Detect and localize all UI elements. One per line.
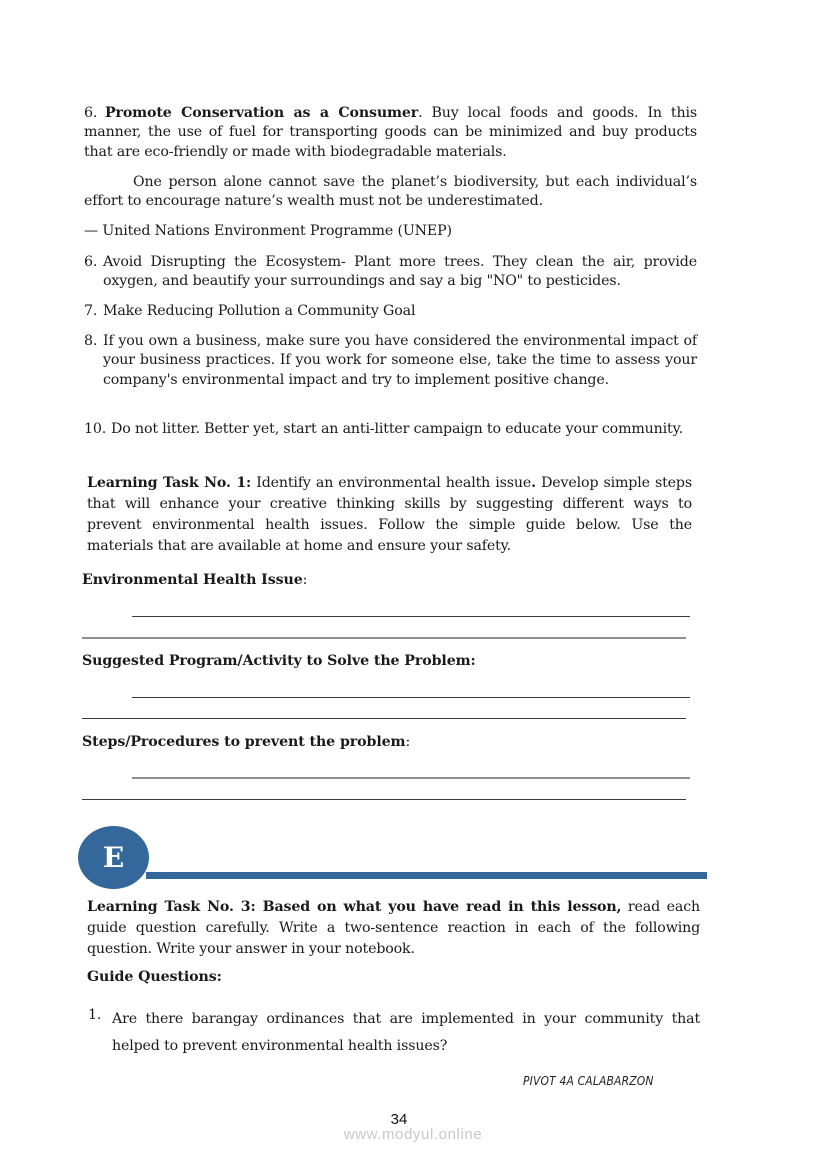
learning-task-3: Learning Task No. 3: Based on what you have read in this lesson, read each guide question carefully. Write a two-sentence reaction in each of the following question. Write your answer in your notebook.	[87, 899, 700, 957]
list-text: Do not litter. Better yet, start an anti-litter campaign to educate your community.	[111, 421, 683, 437]
answer-line[interactable]	[82, 718, 686, 719]
field-label-environmental-health-issue: Environmental Health Issue:	[82, 572, 308, 588]
guide-question	[88, 1006, 700, 1060]
list-text: Avoid Disrupting the Ecosystem- Plant more trees. They clean the air, provide oxygen, and beautify your surroundings and say a big "NO" to pesticides.	[103, 254, 697, 290]
list-number: 6.	[84, 105, 98, 121]
list-number: 6.	[84, 254, 98, 270]
item-bold-title: Promote Conservation as a Consumer	[105, 105, 419, 121]
answer-line[interactable]	[132, 697, 690, 698]
question-text: Are there barangay ordinances that are implemented in your community that helped to prevent environmental health issues?	[112, 1011, 700, 1054]
list-item	[84, 253, 697, 292]
watermark-link: www.modyul.online	[343, 1126, 483, 1143]
answer-line[interactable]	[132, 777, 690, 779]
list-item	[84, 332, 697, 390]
list-item	[84, 420, 697, 439]
section-letter: E	[102, 841, 125, 874]
list-item	[84, 302, 697, 321]
list-number: 10.	[84, 421, 107, 437]
section-divider-line	[146, 872, 707, 879]
field-label-steps-procedures: Steps/Procedures to prevent the problem:	[82, 734, 411, 750]
quote-attribution: — United Nations Environment Programme (UNEP)	[84, 223, 452, 239]
item-text: . Buy local foods and goods. In this manner, the use of fuel for transporting goods can be minimized and buy products that are eco-friendly or made with biodegradable materials.	[84, 105, 697, 160]
question-number: 1.	[88, 1007, 102, 1023]
guide-questions-heading: Guide Questions:	[87, 969, 222, 985]
list-text: Make Reducing Pollution a Community Goal	[103, 303, 416, 319]
answer-line[interactable]	[82, 799, 686, 800]
quote-text: One person alone cannot save the planet’s biodiversity, but each individual’s effort to encourage nature’s wealth must not be underestimated.	[84, 174, 697, 210]
task-label: Learning Task No. 1:	[87, 475, 252, 491]
task-label: Learning Task No. 3: Based on what you have read in this lesson,	[87, 899, 622, 915]
learning-task-1: Learning Task No. 1: Identify an environmental health issue. Develop simple steps that will enhance your creative thinking skills by suggesting different ways to prevent environmental health issues. Follow the simple guide below. Use the materials that are available at home and ensure your safety.	[87, 475, 692, 554]
list-number: 8.	[84, 333, 98, 349]
field-label-suggested-program: Suggested Program/Activity to Solve the Problem:	[82, 653, 476, 669]
page-number: 34	[390, 1111, 408, 1128]
list-item-promote-conservation	[84, 104, 697, 162]
answer-line[interactable]	[132, 616, 690, 617]
answer-line[interactable]	[82, 637, 686, 639]
section-e-badge	[78, 826, 149, 889]
list-number: 7.	[84, 303, 98, 319]
list-text: If you own a business, make sure you have considered the environmental impact of your business practices. If you work for someone else, take the time to assess your company's environmental impact and try to implement positive change.	[103, 333, 697, 388]
footer-brand: PIVOT 4A CALABARZON	[523, 1073, 654, 1088]
